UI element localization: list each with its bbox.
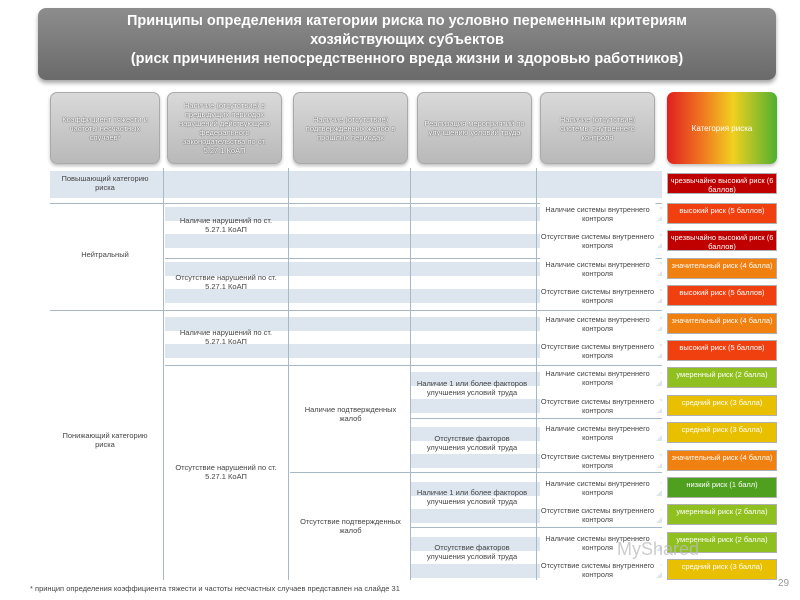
grid-line xyxy=(410,418,662,419)
risk-category-box: чрезвычайно высокий риск (6 баллов) xyxy=(667,230,777,251)
control-present: Наличие системы внутреннего контроля xyxy=(540,313,655,334)
control-present: Наличие системы внутреннего контроля xyxy=(540,532,655,553)
grid-line xyxy=(410,168,411,580)
control-absent: Отсутствие системы внутреннего контроля xyxy=(540,561,655,580)
control-present: Наличие системы внутреннего контроля xyxy=(540,258,655,279)
header-risk-category: Категория риска xyxy=(667,92,777,164)
header-coefficient: Коэффициент тяжести и частоты несчастных случаев* xyxy=(50,92,160,164)
risk-category-box: средний риск (3 балла) xyxy=(667,559,777,580)
control-absent: Отсутствие системы внутреннего контроля xyxy=(540,342,655,360)
control-absent: Отсутствие системы внутреннего контроля xyxy=(540,506,655,525)
coef-neutral: Нейтральный xyxy=(81,250,129,259)
coef-increasing: Повышающий категорию риска xyxy=(61,174,149,192)
risk-category-box: значительный риск (4 балла) xyxy=(667,313,777,334)
grid-line xyxy=(536,168,537,580)
slide-number: 29 xyxy=(778,578,790,589)
violations-present-2: Наличие нарушений по ст. 5.27.1 КоАП xyxy=(179,328,273,346)
measures-absent-1: Отсутствие факторов улучшения условий труда xyxy=(426,434,518,452)
control-present: Наличие системы внутреннего контроля xyxy=(540,422,655,443)
violations-absent-2: Отсутствие нарушений по ст. 5.27.1 КоАП xyxy=(175,463,277,481)
measures-present-1: Наличие 1 или более факторов улучшения условий труда xyxy=(416,379,528,397)
header-control: Наличие (отсутствие) системы внутреннего контроля xyxy=(540,92,655,164)
risk-category-box: высокий риск (5 баллов) xyxy=(667,203,777,224)
control-absent: Отсутствие системы внутреннего контроля xyxy=(540,396,655,415)
risk-category-box: умеренный риск (2 балла) xyxy=(667,504,777,525)
risk-category-box: чрезвычайно высокий риск (6 баллов) xyxy=(667,173,777,194)
risk-category-box: умеренный риск (2 балла) xyxy=(667,532,777,553)
title-line-1: Принципы определения категории риска по условно переменным критериям xyxy=(126,13,688,29)
header-complaints: Наличие (отсутствие) подтвержденных жалоб в прошлых периодах xyxy=(293,92,408,164)
slide-title xyxy=(38,8,776,80)
grid-line xyxy=(50,310,662,311)
risk-category-box: умеренный риск (2 балла) xyxy=(667,367,777,388)
risk-category-box: средний риск (3 балла) xyxy=(667,422,777,443)
control-absent: Отсутствие системы внутреннего контроля xyxy=(540,451,655,470)
control-present: Наличие системы внутреннего контроля xyxy=(540,477,655,498)
measures-present-2: Наличие 1 или более факторов улучшения условий труда xyxy=(416,488,528,506)
header-measures: Реализация мероприятий по улучшению условий труда xyxy=(417,92,532,164)
grid-line xyxy=(165,365,662,366)
grid-line xyxy=(288,168,289,580)
risk-category-box: высокий риск (5 баллов) xyxy=(667,285,777,306)
grid-line xyxy=(290,472,662,473)
coef-decreasing: Понижающий категорию риска xyxy=(62,431,148,449)
violations-absent-1: Отсутствие нарушений по ст. 5.27.1 КоАП xyxy=(175,273,277,291)
control-absent: Отсутствие системы внутреннего контроля xyxy=(540,232,655,251)
grid-line xyxy=(410,527,662,528)
risk-category-box: высокий риск (5 баллов) xyxy=(667,340,777,361)
grid-line xyxy=(163,168,164,580)
complaints-absent: Отсутствие подтвержденных жалоб xyxy=(300,517,401,535)
footnote: * принцип определения коэффициента тяжести и частоты несчастных случаев представлен на слайде 31 xyxy=(30,584,400,593)
violations-present-1: Наличие нарушений по ст. 5.27.1 КоАП xyxy=(179,216,273,234)
control-present: Наличие системы внутреннего контроля xyxy=(540,367,655,388)
measures-absent-2: Отсутствие факторов улучшения условий труда xyxy=(426,543,518,561)
watermark: MyShared xyxy=(617,539,700,559)
title-line-3: (риск причинения непосредственного вреда жизни и здоровью работников) xyxy=(130,51,684,67)
title-line-2: хозяйствующих субъектов xyxy=(310,32,504,48)
control-absent: Отсутствие системы внутреннего контроля xyxy=(540,287,655,306)
risk-category-box: низкий риск (1 балл) xyxy=(667,477,777,498)
control-present: Наличие системы внутреннего контроля xyxy=(540,203,655,224)
header-violations: Наличие (отсутствие) в предыдущих периодах нарушений действующего федерального законодательства по ст. 5.27.1 КоАП xyxy=(167,92,282,164)
risk-category-box: значительный риск (4 балла) xyxy=(667,258,777,279)
risk-category-box: средний риск (3 балла) xyxy=(667,395,777,416)
risk-category-box: значительный риск (4 балла) xyxy=(667,450,777,471)
complaints-present: Наличие подтвержденных жалоб xyxy=(304,405,397,423)
